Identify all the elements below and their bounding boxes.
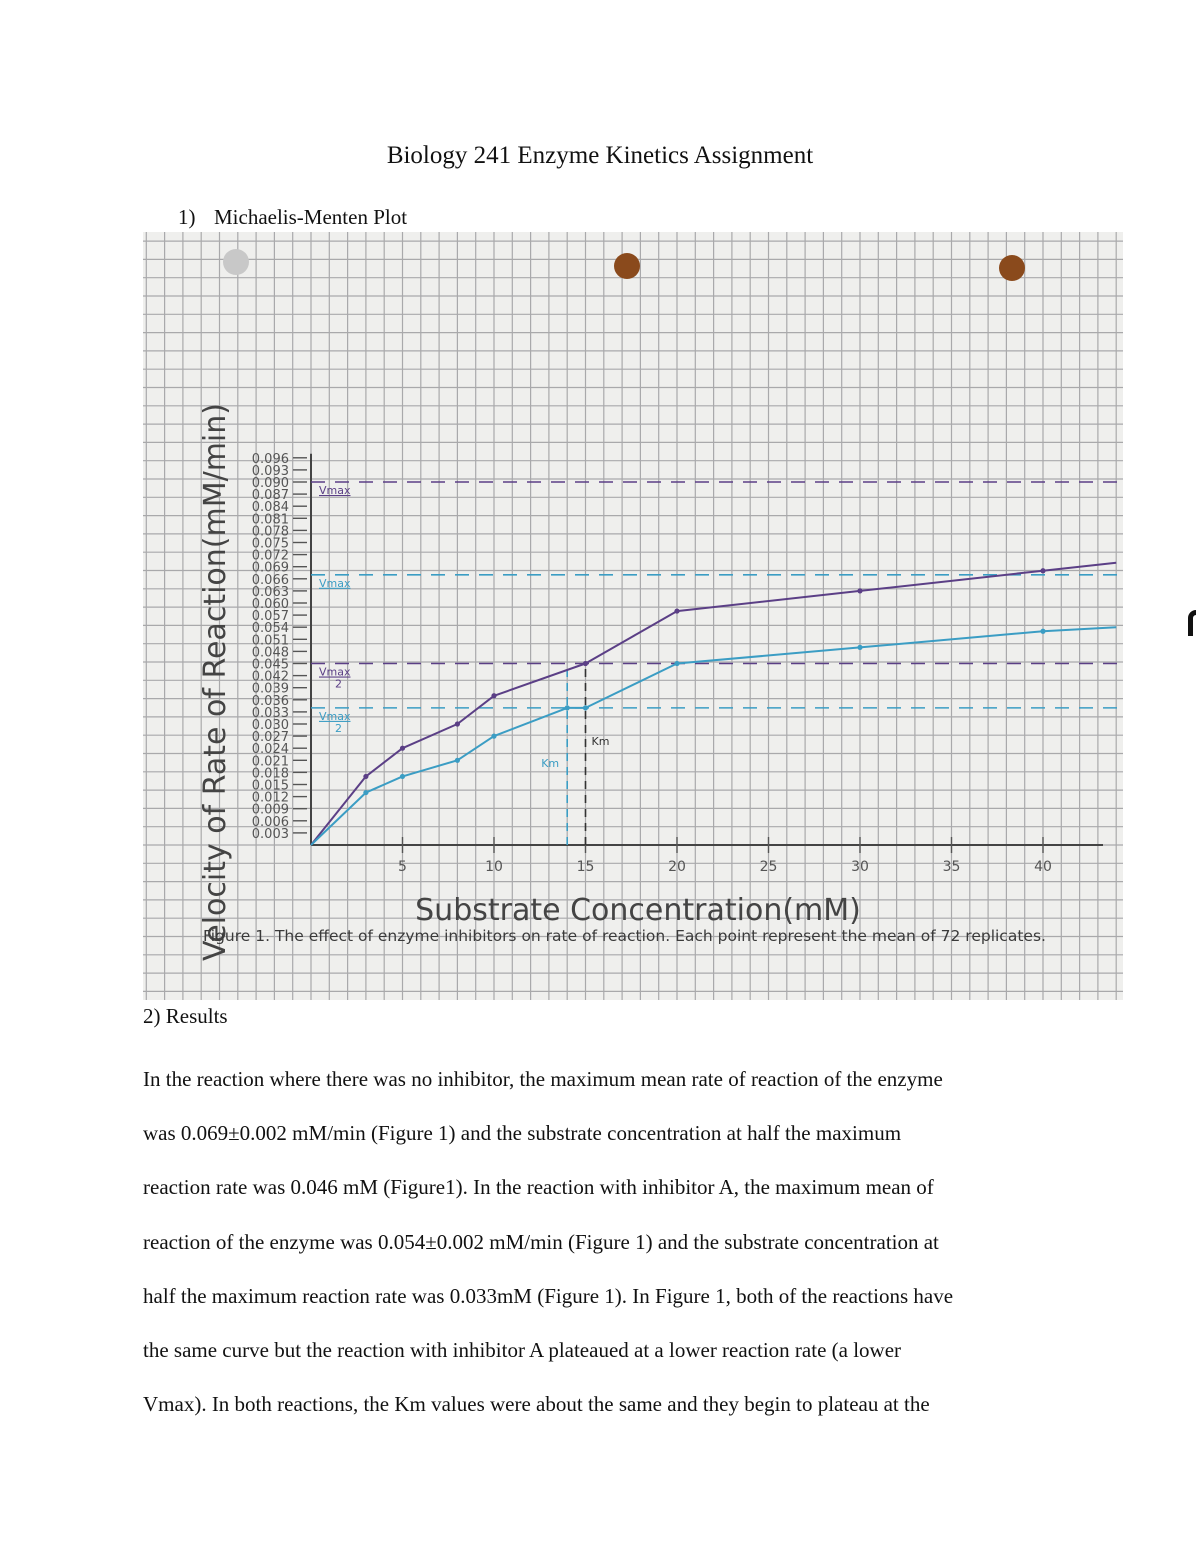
- y-tick-label: 0.060: [251, 597, 289, 612]
- data-point: [565, 705, 570, 710]
- y-axis-title: Velocity of Rate of Reaction(mM/min): [198, 403, 233, 961]
- y-tick-label: 0.057: [251, 609, 289, 625]
- binder-hole-right-icon: [999, 255, 1025, 281]
- binder-hole-left-icon: [223, 249, 249, 275]
- vmax-half-label: 2: [335, 677, 342, 691]
- michaelis-menten-chart: [143, 232, 1123, 1000]
- data-point: [455, 721, 460, 726]
- y-tick-label: 0.033: [251, 705, 289, 721]
- y-tick-label: 0.018: [251, 766, 289, 782]
- document-title: Biology 241 Enzyme Kinetics Assignment: [386, 142, 814, 169]
- km-label: Km: [591, 735, 610, 748]
- data-point: [491, 693, 496, 698]
- y-tick-label: 0.003: [251, 826, 289, 842]
- y-tick-label: 0.063: [251, 584, 289, 600]
- results-line: half the maximum reaction rate was 0.033mM (Figure 1). In Figure 1, both of the reactions have: [143, 1283, 954, 1308]
- y-tick-label: 0.084: [251, 500, 289, 516]
- data-point: [363, 790, 368, 795]
- y-tick-label: 0.072: [251, 548, 289, 564]
- y-tick-label: 0.036: [251, 693, 289, 709]
- x-tick-label: 30: [851, 859, 869, 875]
- x-tick-label: 40: [1034, 859, 1052, 875]
- page-edge-mark: [1188, 610, 1196, 636]
- results-paragraph: [143, 1052, 1073, 1431]
- data-point: [491, 734, 496, 739]
- data-point: [857, 645, 862, 650]
- data-point: [583, 661, 588, 666]
- y-tick-label: 0.030: [251, 718, 289, 733]
- results-line: the same curve but the reaction with inhibitor A plateaued at a lower reaction rate (a lower: [143, 1338, 902, 1363]
- data-point: [363, 774, 368, 779]
- data-point: [1040, 568, 1045, 573]
- km-label: Km: [541, 757, 560, 770]
- y-tick-label: 0.069: [251, 560, 289, 576]
- y-tick-label: 0.096: [251, 451, 289, 467]
- data-point: [857, 588, 862, 593]
- data-point: [674, 608, 679, 613]
- vmax-label: Vmax: [319, 484, 351, 497]
- x-tick-label: 5: [398, 859, 407, 875]
- vmax-label: Vmax: [319, 665, 351, 679]
- figure-caption: Figure 1. The effect of enzyme inhibitors on rate of reaction. Each point represent the mean of 72 replicates.: [203, 927, 1046, 945]
- vmax-label: Vmax: [319, 576, 351, 590]
- x-tick-label: 20: [668, 859, 686, 875]
- y-tick-label: 0.045: [251, 657, 289, 673]
- x-tick-label: 35: [942, 859, 961, 875]
- y-tick-label: 0.021: [251, 754, 289, 770]
- results-line: was 0.069±0.002 mM/min (Figure 1) and the substrate concentration at half the maximum: [143, 1121, 902, 1146]
- y-tick-label: 0.012: [251, 790, 289, 806]
- x-tick-label: 10: [485, 859, 503, 875]
- vmax-label: Vmax: [319, 709, 351, 723]
- y-tick-label: 0.087: [251, 488, 289, 504]
- y-tick-label: 0.006: [251, 814, 289, 830]
- data-point: [583, 705, 588, 710]
- results-line: Vmax). In both reactions, the Km values were about the same and they begin to plateau at the: [143, 1392, 930, 1417]
- section-1-number: 1): [178, 205, 196, 229]
- y-tick-label: 0.027: [251, 730, 289, 746]
- x-tick-label: 15: [576, 859, 595, 875]
- y-tick-label: 0.024: [251, 742, 289, 758]
- y-tick-label: 0.042: [251, 669, 289, 685]
- section-2-heading: 2) Results: [143, 1004, 228, 1028]
- y-tick-label: 0.009: [251, 802, 289, 818]
- results-line: In the reaction where there was no inhibitor, the maximum mean rate of reaction of the enzyme: [143, 1067, 943, 1091]
- y-tick-label: 0.093: [251, 463, 289, 479]
- x-axis-title: Substrate Concentration(mM): [415, 893, 861, 928]
- y-tick-label: 0.075: [251, 536, 289, 552]
- y-tick-label: 0.066: [251, 572, 289, 588]
- y-tick-label: 0.078: [251, 524, 289, 540]
- data-point: [400, 774, 405, 779]
- y-tick-label: 0.039: [251, 681, 289, 697]
- data-point: [674, 661, 679, 666]
- data-point: [400, 746, 405, 751]
- vmax-half-label: 2: [335, 721, 342, 735]
- data-point: [1040, 629, 1045, 634]
- y-tick-label: 0.051: [251, 633, 289, 649]
- graph-paper-grid: [143, 232, 1123, 1000]
- y-tick-label: 0.081: [251, 512, 289, 528]
- section-1-title: Michaelis-Menten Plot: [214, 205, 408, 229]
- y-tick-label: 0.054: [251, 621, 289, 637]
- binder-hole-middle-icon: [614, 253, 640, 279]
- data-point: [455, 758, 460, 763]
- y-tick-label: 0.090: [251, 476, 289, 491]
- y-tick-label: 0.048: [251, 645, 289, 661]
- results-line: reaction of the enzyme was 0.054±0.002 mM/min (Figure 1) and the substrate concentration at: [143, 1229, 939, 1254]
- paper-background: [143, 232, 1123, 1000]
- results-line: reaction rate was 0.046 mM (Figure1). In the reaction with inhibitor A, the maximum mean of: [143, 1175, 934, 1200]
- graph-paper-photo: [143, 232, 1123, 1000]
- x-tick-label: 25: [759, 859, 778, 875]
- section-1-heading: [178, 205, 407, 230]
- y-tick-label: 0.015: [251, 778, 289, 794]
